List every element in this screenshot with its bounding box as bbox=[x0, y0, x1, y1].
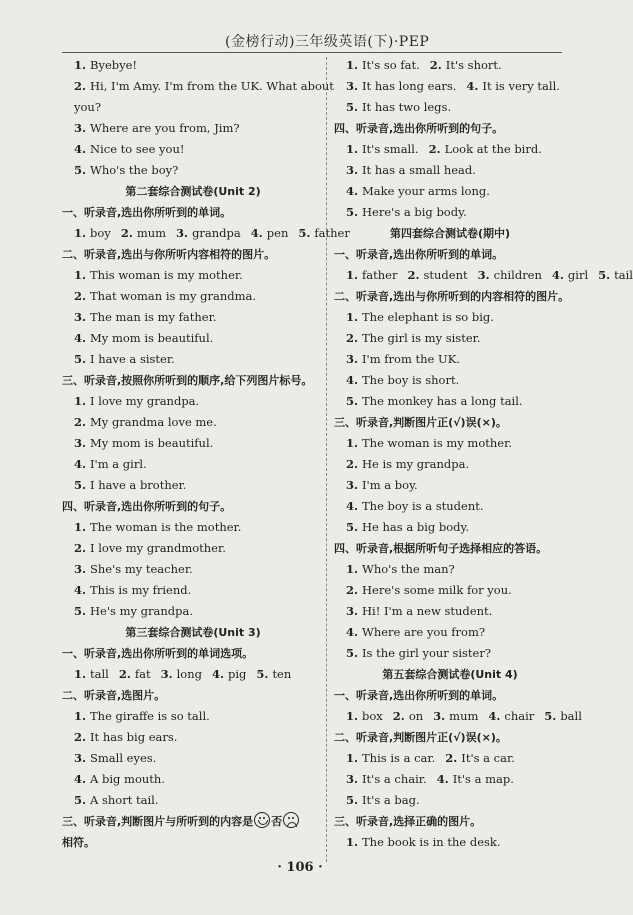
item-text: This is a car. bbox=[362, 751, 436, 765]
item-number: 4. bbox=[346, 373, 359, 387]
item-number: 5. bbox=[74, 352, 87, 366]
list-item-row bbox=[334, 265, 633, 286]
item-number: 2. bbox=[445, 751, 458, 765]
item-number: 2. bbox=[74, 541, 87, 555]
section-heading: 二、听录音,选出与你所听内容相符的图片。 bbox=[62, 248, 276, 261]
item-number: 4. bbox=[212, 667, 225, 681]
item-number: 1. bbox=[346, 310, 359, 324]
item-text: It has big ears. bbox=[90, 730, 178, 744]
section-heading: 四、听录音,选出你所听到的句子。 bbox=[334, 122, 504, 135]
item-number: 1. bbox=[74, 709, 87, 723]
section-heading: 二、听录音,选出与你所听到的内容相符的图片。 bbox=[334, 290, 570, 303]
item-number: 1. bbox=[346, 142, 359, 156]
item-number: 1. bbox=[346, 268, 359, 282]
heading-text: 三、听录音,判断图片与所听到的内容是 bbox=[62, 815, 254, 828]
item-text: Where are you from? bbox=[362, 625, 486, 639]
section-heading: 三、听录音,按照你所听到的顺序,给下列图片标号。 bbox=[62, 374, 313, 387]
item-text: It is very tall. bbox=[482, 79, 560, 93]
item-text: A big mouth. bbox=[90, 772, 165, 786]
item-text: It's a car. bbox=[461, 751, 515, 765]
item-text: Where are you from, Jim? bbox=[90, 121, 240, 135]
list-item bbox=[62, 748, 324, 769]
item-text: mum bbox=[449, 709, 479, 723]
item-number: 3. bbox=[74, 310, 87, 324]
section-heading: 一、听录音,选出你所听到的单词。 bbox=[62, 206, 232, 219]
item-number: 4. bbox=[346, 184, 359, 198]
test-set-title: 第二套综合测试卷(Unit 2) bbox=[125, 185, 261, 198]
item-text: That woman is my grandma. bbox=[90, 289, 257, 303]
item-text: Hi! I'm a new student. bbox=[362, 604, 493, 618]
item-text: Byebye! bbox=[90, 58, 138, 72]
item-text: It has a small head. bbox=[362, 163, 476, 177]
list-item bbox=[62, 286, 324, 307]
item-text: Here's some milk for you. bbox=[362, 583, 512, 597]
list-item bbox=[334, 454, 566, 475]
list-item bbox=[62, 475, 324, 496]
item-text: Who's the man? bbox=[362, 562, 455, 576]
item-text: The boy is a student. bbox=[362, 499, 484, 513]
section-heading: 一、听录音,选出你所听到的单词。 bbox=[334, 248, 504, 261]
list-item bbox=[334, 349, 566, 370]
list-item bbox=[334, 790, 566, 811]
list-item-row bbox=[334, 55, 566, 76]
list-item bbox=[62, 349, 324, 370]
item-number: 4. bbox=[74, 583, 87, 597]
list-item bbox=[62, 391, 324, 412]
section-heading: 三、听录音,判断图片正(√)误(×)。 bbox=[334, 416, 507, 429]
list-item bbox=[62, 265, 324, 286]
section-heading: 二、听录音,判断图片正(√)误(×)。 bbox=[334, 731, 507, 744]
item-text: father bbox=[314, 226, 350, 240]
item-text: It's a chair. bbox=[362, 772, 427, 786]
item-text: fat bbox=[134, 667, 151, 681]
list-item bbox=[334, 97, 566, 118]
item-text: The book is in the desk. bbox=[362, 835, 501, 849]
list-item bbox=[62, 139, 324, 160]
item-number: 4. bbox=[250, 226, 263, 240]
item-number: 4. bbox=[551, 268, 564, 282]
item-number: 5. bbox=[598, 268, 611, 282]
item-number: 1. bbox=[74, 667, 87, 681]
item-text: Nice to see you! bbox=[90, 142, 185, 156]
list-item bbox=[62, 160, 324, 181]
item-text: I'm a boy. bbox=[362, 478, 418, 492]
list-item bbox=[62, 454, 324, 475]
item-text: Hi, I'm Amy. I'm from the UK. What about bbox=[90, 79, 334, 93]
item-text: boy bbox=[90, 226, 111, 240]
list-item bbox=[334, 559, 566, 580]
item-number: 3. bbox=[346, 478, 359, 492]
item-number: 5. bbox=[74, 163, 87, 177]
item-number: 5. bbox=[74, 793, 87, 807]
item-number: 2. bbox=[346, 583, 359, 597]
list-item bbox=[334, 517, 566, 538]
item-text: on bbox=[408, 709, 424, 723]
item-number: 3. bbox=[74, 121, 87, 135]
item-number: 3. bbox=[433, 709, 446, 723]
list-item bbox=[62, 580, 324, 601]
section-heading: 一、听录音,选出你所听到的单词选项。 bbox=[62, 647, 254, 660]
item-number: 5. bbox=[346, 520, 359, 534]
heading-text: 否 bbox=[271, 815, 283, 828]
list-item-row bbox=[334, 769, 566, 790]
item-number: 2. bbox=[120, 226, 133, 240]
item-text: The woman is the mother. bbox=[90, 520, 242, 534]
item-number: 2. bbox=[407, 268, 420, 282]
list-item-row bbox=[62, 664, 324, 685]
list-item bbox=[334, 181, 566, 202]
section-heading: 一、听录音,选出你所听到的单词。 bbox=[334, 689, 504, 702]
item-number: 4. bbox=[74, 142, 87, 156]
list-item bbox=[62, 769, 324, 790]
item-text: Small eyes. bbox=[90, 751, 157, 765]
section-heading: 四、听录音,根据所听句子选择相应的答语。 bbox=[334, 542, 548, 555]
list-item-row bbox=[334, 706, 582, 727]
item-text: long bbox=[176, 667, 202, 681]
item-text: It's a bag. bbox=[362, 793, 420, 807]
item-number: 1. bbox=[346, 751, 359, 765]
item-number: 4. bbox=[488, 709, 501, 723]
list-item bbox=[62, 55, 324, 76]
item-text: mum bbox=[136, 226, 167, 240]
list-item bbox=[62, 517, 324, 538]
list-item-row bbox=[62, 223, 350, 244]
item-number: 4. bbox=[74, 331, 87, 345]
section-heading: 四、听录音,选出你所听到的句子。 bbox=[62, 500, 232, 513]
item-number: 2. bbox=[346, 457, 359, 471]
list-item bbox=[62, 328, 324, 349]
item-number: 2. bbox=[429, 58, 442, 72]
item-number: 3. bbox=[346, 352, 359, 366]
column-divider bbox=[326, 57, 327, 862]
item-number: 4. bbox=[436, 772, 449, 786]
item-number: 4. bbox=[346, 625, 359, 639]
item-text: pig bbox=[228, 667, 247, 681]
item-number: 4. bbox=[74, 457, 87, 471]
list-item bbox=[334, 643, 566, 664]
item-text: Who's the boy? bbox=[90, 163, 179, 177]
item-number: 1. bbox=[74, 226, 87, 240]
item-number: 3. bbox=[74, 436, 87, 450]
smiley-face-icon bbox=[254, 812, 270, 828]
item-text: I love my grandmother. bbox=[90, 541, 226, 555]
item-number: 5. bbox=[256, 667, 269, 681]
item-number: 5. bbox=[544, 709, 557, 723]
item-text: chair bbox=[504, 709, 535, 723]
section-heading-continuation: 相符。 bbox=[62, 836, 95, 849]
list-item bbox=[334, 391, 566, 412]
item-text: Make your arms long. bbox=[362, 184, 490, 198]
page-header-title: (金榜行动)三年级英语(下)·PEP bbox=[225, 34, 430, 50]
item-text: tail bbox=[614, 268, 633, 282]
item-text: girl bbox=[567, 268, 589, 282]
item-number: 2. bbox=[74, 79, 87, 93]
item-number: 5. bbox=[298, 226, 311, 240]
item-text: I'm from the UK. bbox=[362, 352, 460, 366]
item-number: 2. bbox=[118, 667, 131, 681]
list-item bbox=[62, 727, 324, 748]
list-item bbox=[334, 328, 566, 349]
item-text: I have a brother. bbox=[90, 478, 187, 492]
item-text: box bbox=[362, 709, 383, 723]
right-column bbox=[334, 55, 633, 853]
list-item bbox=[334, 202, 566, 223]
test-set-title: 第四套综合测试卷(期中) bbox=[389, 227, 511, 240]
item-text: My mom is beautiful. bbox=[90, 436, 214, 450]
section-heading: 二、听录音,选图片。 bbox=[62, 689, 166, 702]
item-text: children bbox=[493, 268, 542, 282]
item-text: It has long ears. bbox=[362, 79, 457, 93]
item-text: My mom is beautiful. bbox=[90, 331, 214, 345]
item-number: 3. bbox=[74, 751, 87, 765]
item-text: He is my grandpa. bbox=[362, 457, 470, 471]
list-item bbox=[334, 475, 566, 496]
item-text: It has two legs. bbox=[362, 100, 452, 114]
list-item bbox=[334, 622, 566, 643]
item-number: 4. bbox=[346, 499, 359, 513]
item-number: 3. bbox=[346, 772, 359, 786]
item-text: The girl is my sister. bbox=[362, 331, 481, 345]
list-item bbox=[62, 412, 324, 433]
item-text: The giraffe is so tall. bbox=[90, 709, 210, 723]
list-item bbox=[62, 307, 324, 328]
item-number: 1. bbox=[74, 394, 87, 408]
item-number: 3. bbox=[160, 667, 173, 681]
list-item bbox=[62, 538, 324, 559]
sad-face-icon bbox=[283, 812, 299, 828]
item-number: 4. bbox=[466, 79, 479, 93]
list-item bbox=[62, 790, 324, 811]
item-number: 1. bbox=[346, 835, 359, 849]
item-number: 5. bbox=[346, 793, 359, 807]
item-text: This is my friend. bbox=[90, 583, 192, 597]
item-number: 3. bbox=[477, 268, 490, 282]
item-text: It's short. bbox=[445, 58, 502, 72]
item-text: The woman is my mother. bbox=[362, 436, 512, 450]
item-text: It's a map. bbox=[452, 772, 514, 786]
item-number: 1. bbox=[346, 709, 359, 723]
list-item-continuation bbox=[62, 97, 324, 118]
list-item bbox=[334, 370, 566, 391]
item-text: I have a sister. bbox=[90, 352, 175, 366]
item-number: 5. bbox=[346, 100, 359, 114]
list-item bbox=[62, 76, 334, 97]
item-number: 5. bbox=[346, 205, 359, 219]
test-set-title: 第五套综合测试卷(Unit 4) bbox=[382, 668, 518, 681]
item-text: Look at the bird. bbox=[444, 142, 542, 156]
item-number: 2. bbox=[74, 415, 87, 429]
list-item bbox=[334, 433, 566, 454]
item-text: grandpa bbox=[192, 226, 241, 240]
item-text: student bbox=[423, 268, 468, 282]
item-text: I'm a girl. bbox=[90, 457, 147, 471]
item-text: He has a big body. bbox=[362, 520, 470, 534]
item-number: 5. bbox=[74, 478, 87, 492]
item-text: It's small. bbox=[362, 142, 419, 156]
item-text: He's my grandpa. bbox=[90, 604, 193, 618]
left-column bbox=[62, 55, 350, 853]
item-text: The elephant is so big. bbox=[362, 310, 494, 324]
item-number: 1. bbox=[74, 58, 87, 72]
item-text: ball bbox=[560, 709, 582, 723]
item-number: 2. bbox=[346, 331, 359, 345]
item-text: The man is my father. bbox=[90, 310, 217, 324]
item-number: 4. bbox=[74, 772, 87, 786]
item-number: 1. bbox=[74, 520, 87, 534]
item-number: 3. bbox=[346, 163, 359, 177]
item-text: you? bbox=[74, 100, 101, 114]
item-number: 1. bbox=[346, 436, 359, 450]
item-number: 3. bbox=[176, 226, 189, 240]
list-item bbox=[62, 706, 324, 727]
list-item bbox=[334, 496, 566, 517]
item-text: I love my grandpa. bbox=[90, 394, 200, 408]
item-number: 5. bbox=[346, 646, 359, 660]
item-text: Here's a big body. bbox=[362, 205, 467, 219]
item-number: 2. bbox=[74, 730, 87, 744]
item-text: She's my teacher. bbox=[90, 562, 193, 576]
list-item bbox=[334, 160, 566, 181]
item-number: 1. bbox=[74, 268, 87, 282]
item-text: A short tail. bbox=[90, 793, 159, 807]
test-set-title: 第三套综合测试卷(Unit 3) bbox=[125, 626, 261, 639]
list-item-row bbox=[334, 76, 566, 97]
page-number: · 106 · bbox=[277, 860, 323, 875]
list-item bbox=[62, 559, 324, 580]
item-text: My grandma love me. bbox=[90, 415, 217, 429]
item-number: 5. bbox=[74, 604, 87, 618]
item-text: Is the girl your sister? bbox=[362, 646, 492, 660]
list-item bbox=[334, 307, 566, 328]
item-number: 3. bbox=[346, 604, 359, 618]
list-item-row bbox=[334, 139, 566, 160]
item-text: father bbox=[362, 268, 398, 282]
header-rule bbox=[62, 52, 562, 53]
item-number: 2. bbox=[74, 289, 87, 303]
item-text: It's so fat. bbox=[362, 58, 420, 72]
item-text: The monkey has a long tail. bbox=[362, 394, 523, 408]
item-number: 1. bbox=[346, 562, 359, 576]
item-text: tall bbox=[90, 667, 109, 681]
list-item bbox=[62, 601, 324, 622]
list-item bbox=[334, 580, 566, 601]
item-number: 2. bbox=[392, 709, 405, 723]
item-number: 5. bbox=[346, 394, 359, 408]
item-text: This woman is my mother. bbox=[90, 268, 243, 282]
list-item bbox=[334, 601, 566, 622]
item-number: 1. bbox=[346, 58, 359, 72]
item-text: pen bbox=[266, 226, 289, 240]
list-item-row bbox=[334, 748, 566, 769]
section-heading: 三、听录音,选择正确的图片。 bbox=[334, 815, 482, 828]
list-item bbox=[334, 832, 566, 853]
item-number: 3. bbox=[346, 79, 359, 93]
list-item bbox=[62, 433, 324, 454]
item-text: The boy is short. bbox=[362, 373, 460, 387]
section-heading bbox=[62, 811, 324, 832]
item-number: 3. bbox=[74, 562, 87, 576]
list-item bbox=[62, 118, 324, 139]
item-number: 2. bbox=[428, 142, 441, 156]
item-text: ten bbox=[272, 667, 292, 681]
